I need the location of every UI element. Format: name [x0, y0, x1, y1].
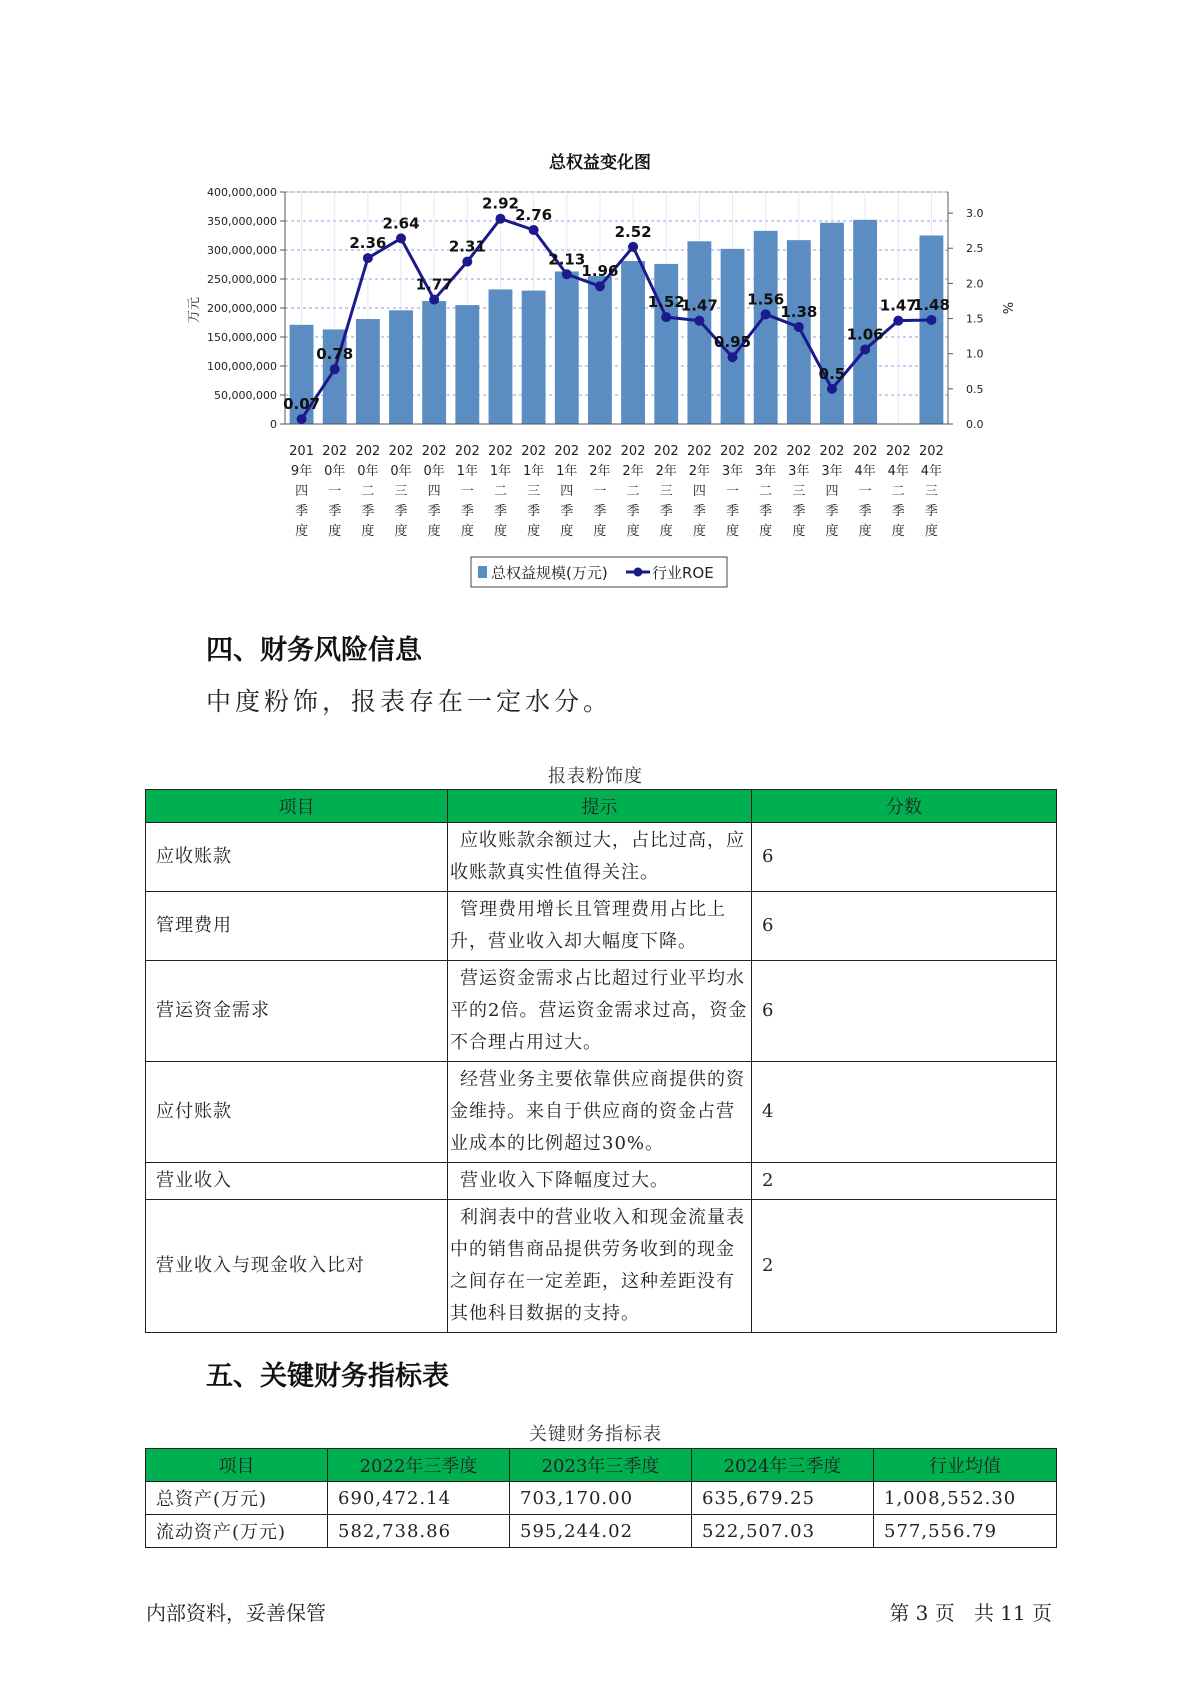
roe-data-label: 2.36 — [349, 234, 387, 253]
bar — [588, 276, 612, 424]
table-row — [146, 1482, 1057, 1515]
roe-data-label: 1.48 — [912, 295, 950, 314]
kpi-value: 703,170.00 — [510, 1482, 692, 1515]
roe-point — [761, 309, 771, 319]
x-tick-label: 202 3年三季度 — [786, 444, 812, 539]
risk-score: 6 — [752, 961, 1057, 1062]
roe-point — [628, 242, 638, 252]
kpi-value: 595,244.02 — [510, 1515, 692, 1548]
roe-data-label: 2.13 — [548, 250, 586, 269]
chart-x-labels — [289, 444, 944, 539]
footer-page-number: 第 3 页 共 11 页 — [889, 1601, 1052, 1625]
kpi-item: 流动资产(万元) — [146, 1515, 328, 1548]
risk-score: 6 — [752, 823, 1057, 892]
y2-tick-label: 1.5 — [966, 312, 984, 326]
x-tick-label: 202 0年三季度 — [388, 444, 414, 539]
bar — [555, 271, 579, 424]
risk-header-item: 项目 — [146, 790, 448, 823]
legend-line-swatch — [634, 568, 643, 577]
table-row — [146, 1163, 1057, 1200]
roe-data-label: 1.77 — [415, 275, 453, 294]
roe-point — [297, 414, 307, 424]
risk-item: 营业收入 — [146, 1163, 448, 1200]
kpi-value: 1,008,552.30 — [874, 1482, 1057, 1515]
roe-point — [926, 315, 936, 325]
roe-data-label: 1.47 — [879, 296, 917, 315]
section5-heading: 五、关键财务指标表 — [206, 1361, 449, 1392]
roe-point — [495, 214, 505, 224]
roe-point — [860, 344, 870, 354]
roe-data-label: 2.52 — [614, 222, 652, 241]
roe-point — [462, 257, 472, 267]
y-tick-label: 300,000,000 — [207, 244, 277, 257]
y-tick-label: 250,000,000 — [207, 273, 277, 286]
legend-bar-label: 总权益规模(万元) — [491, 564, 608, 582]
roe-point — [562, 269, 572, 279]
chart-legend — [471, 557, 727, 587]
x-tick-label: 202 3年一季度 — [720, 444, 745, 539]
x-tick-label: 202 1年一季度 — [454, 444, 480, 539]
footer-note: 内部资料，妥善保管 — [146, 1601, 326, 1625]
risk-item: 应收账款 — [146, 823, 448, 892]
roe-data-label: 1.96 — [581, 262, 619, 281]
roe-data-label: 0.5 — [818, 364, 846, 383]
roe-data-label: 1.52 — [647, 293, 685, 312]
kpi-table-caption: 关键财务指标表 — [529, 1424, 662, 1445]
kpi-value: 690,472.14 — [328, 1482, 510, 1515]
bar — [687, 241, 711, 424]
y2-tick-label: 1.0 — [966, 347, 984, 361]
x-tick-label: 202 4年三季度 — [919, 444, 944, 539]
y2-tick-label: 0.5 — [966, 382, 984, 396]
x-tick-label: 202 2年一季度 — [587, 444, 613, 539]
table-row — [146, 823, 1057, 892]
risk-tip: 营运资金需求占比超过行业平均水平的2倍。营运资金需求过高，资金不合理占用过大。 — [448, 961, 752, 1062]
roe-point — [330, 364, 340, 374]
chart-y2label: % — [999, 301, 1014, 315]
kpi-header-2024q3: 2024年三季度 — [692, 1449, 874, 1482]
y2-tick-label: 3.0 — [966, 207, 984, 221]
risk-header-score: 分数 — [752, 790, 1057, 823]
y-tick-label: 100,000,000 — [207, 360, 277, 373]
roe-data-label: 0.95 — [714, 333, 752, 352]
risk-item: 营业收入与现金收入比对 — [146, 1200, 448, 1333]
table-row — [146, 1515, 1057, 1548]
risk-score: 6 — [752, 892, 1057, 961]
y2-tick-label: 0.0 — [966, 418, 984, 431]
risk-tip: 利润表中的营业收入和现金流量表中的销售商品提供劳务收到的现金之间存在一定差距，这种差距没有其他科目数据的支持。 — [448, 1200, 752, 1333]
kpi-value: 635,679.25 — [692, 1482, 874, 1515]
y-tick-label: 0 — [270, 418, 277, 431]
bar — [422, 301, 446, 424]
roe-data-label: 0.07 — [283, 395, 321, 414]
bar — [787, 240, 811, 424]
kpi-header-2023q3: 2023年三季度 — [510, 1449, 692, 1482]
kpi-table — [145, 1448, 1057, 1548]
roe-point — [728, 352, 738, 362]
roe-point — [429, 295, 439, 305]
bar — [853, 220, 877, 424]
risk-tip: 经营业务主要依靠供应商提供的资金维持。来自于供应商的资金占营业成本的比例超过30%。 — [448, 1062, 752, 1163]
roe-point — [893, 316, 903, 326]
risk-tip: 营业收入下降幅度过大。 — [448, 1163, 752, 1200]
bar — [356, 319, 380, 424]
y-tick-label: 350,000,000 — [207, 215, 277, 228]
y-tick-label: 400,000,000 — [207, 186, 277, 199]
roe-data-label: 1.38 — [780, 302, 818, 321]
roe-point — [694, 316, 704, 326]
y-tick-label: 150,000,000 — [207, 331, 277, 344]
legend-bar-swatch — [478, 566, 487, 578]
x-tick-label: 202 4年二季度 — [885, 444, 911, 539]
roe-data-label: 0.78 — [316, 345, 354, 364]
roe-point — [595, 281, 605, 291]
x-tick-label: 201 9年四季度 — [289, 444, 314, 539]
roe-data-label: 1.56 — [747, 290, 785, 309]
risk-score: 2 — [752, 1200, 1057, 1333]
x-tick-label: 202 2年三季度 — [653, 444, 679, 539]
roe-point — [661, 312, 671, 322]
roe-point — [529, 225, 539, 235]
x-tick-label: 202 0年二季度 — [355, 444, 381, 539]
risk-table-caption: 报表粉饰度 — [548, 766, 643, 787]
bar — [654, 264, 678, 424]
equity-chart — [0, 0, 1191, 600]
chart-title: 总权益变化图 — [549, 153, 651, 173]
kpi-item: 总资产(万元) — [146, 1482, 328, 1515]
legend-line-label: 行业ROE — [652, 564, 714, 582]
risk-item: 营运资金需求 — [146, 961, 448, 1062]
bar — [489, 289, 513, 424]
roe-point — [363, 253, 373, 263]
bar — [621, 261, 645, 424]
x-tick-label: 202 2年四季度 — [686, 444, 712, 539]
risk-tip: 管理费用增长且管理费用占比上升，营业收入却大幅度下降。 — [448, 892, 752, 961]
risk-summary: 中度粉饰，报表存在一定水分。 — [206, 687, 613, 716]
roe-point — [827, 384, 837, 394]
risk-score: 4 — [752, 1062, 1057, 1163]
risk-table — [145, 789, 1057, 1333]
roe-data-label: 2.92 — [481, 194, 519, 213]
roe-data-label: 2.64 — [382, 214, 420, 233]
table-row — [146, 1200, 1057, 1333]
roe-data-label: 1.06 — [846, 325, 884, 344]
y2-tick-label: 2.0 — [966, 277, 984, 291]
table-row — [146, 961, 1057, 1062]
x-tick-label: 202 0年四季度 — [421, 444, 447, 539]
bar — [455, 305, 479, 424]
bar — [919, 236, 943, 425]
kpi-value: 522,507.03 — [692, 1515, 874, 1548]
roe-point — [794, 322, 804, 332]
x-tick-label: 202 0年一季度 — [322, 444, 348, 539]
x-tick-label: 202 3年四季度 — [819, 444, 845, 539]
y2-tick-label: 2.5 — [966, 242, 984, 256]
kpi-header-2022q3: 2022年三季度 — [328, 1449, 510, 1482]
bar — [522, 291, 546, 424]
x-tick-label: 202 1年四季度 — [554, 444, 580, 539]
risk-header-tip: 提示 — [448, 790, 752, 823]
y-tick-label: 50,000,000 — [214, 389, 277, 402]
kpi-header-item: 项目 — [146, 1449, 328, 1482]
bar — [389, 310, 413, 424]
x-tick-label: 202 2年二季度 — [620, 444, 646, 539]
y-tick-label: 200,000,000 — [207, 302, 277, 315]
risk-score: 2 — [752, 1163, 1057, 1200]
x-tick-label: 202 1年三季度 — [521, 444, 547, 539]
roe-data-label: 1.47 — [680, 296, 718, 315]
x-tick-label: 202 3年二季度 — [753, 444, 779, 539]
table-row — [146, 1062, 1057, 1163]
section4-heading: 四、财务风险信息 — [206, 635, 422, 666]
risk-item: 管理费用 — [146, 892, 448, 961]
roe-data-label: 2.31 — [448, 237, 486, 256]
table-row — [146, 892, 1057, 961]
x-tick-label: 202 4年一季度 — [852, 444, 878, 539]
risk-item: 应付账款 — [146, 1062, 448, 1163]
kpi-header-avg: 行业均值 — [874, 1449, 1057, 1482]
risk-tip: 应收账款余额过大，占比过高，应收账款真实性值得关注。 — [448, 823, 752, 892]
roe-data-label: 2.76 — [515, 205, 553, 224]
kpi-value: 577,556.79 — [874, 1515, 1057, 1548]
x-tick-label: 202 1年二季度 — [488, 444, 513, 539]
roe-point — [396, 233, 406, 243]
chart-ylabel: 万元 — [187, 296, 202, 324]
kpi-value: 582,738.86 — [328, 1515, 510, 1548]
